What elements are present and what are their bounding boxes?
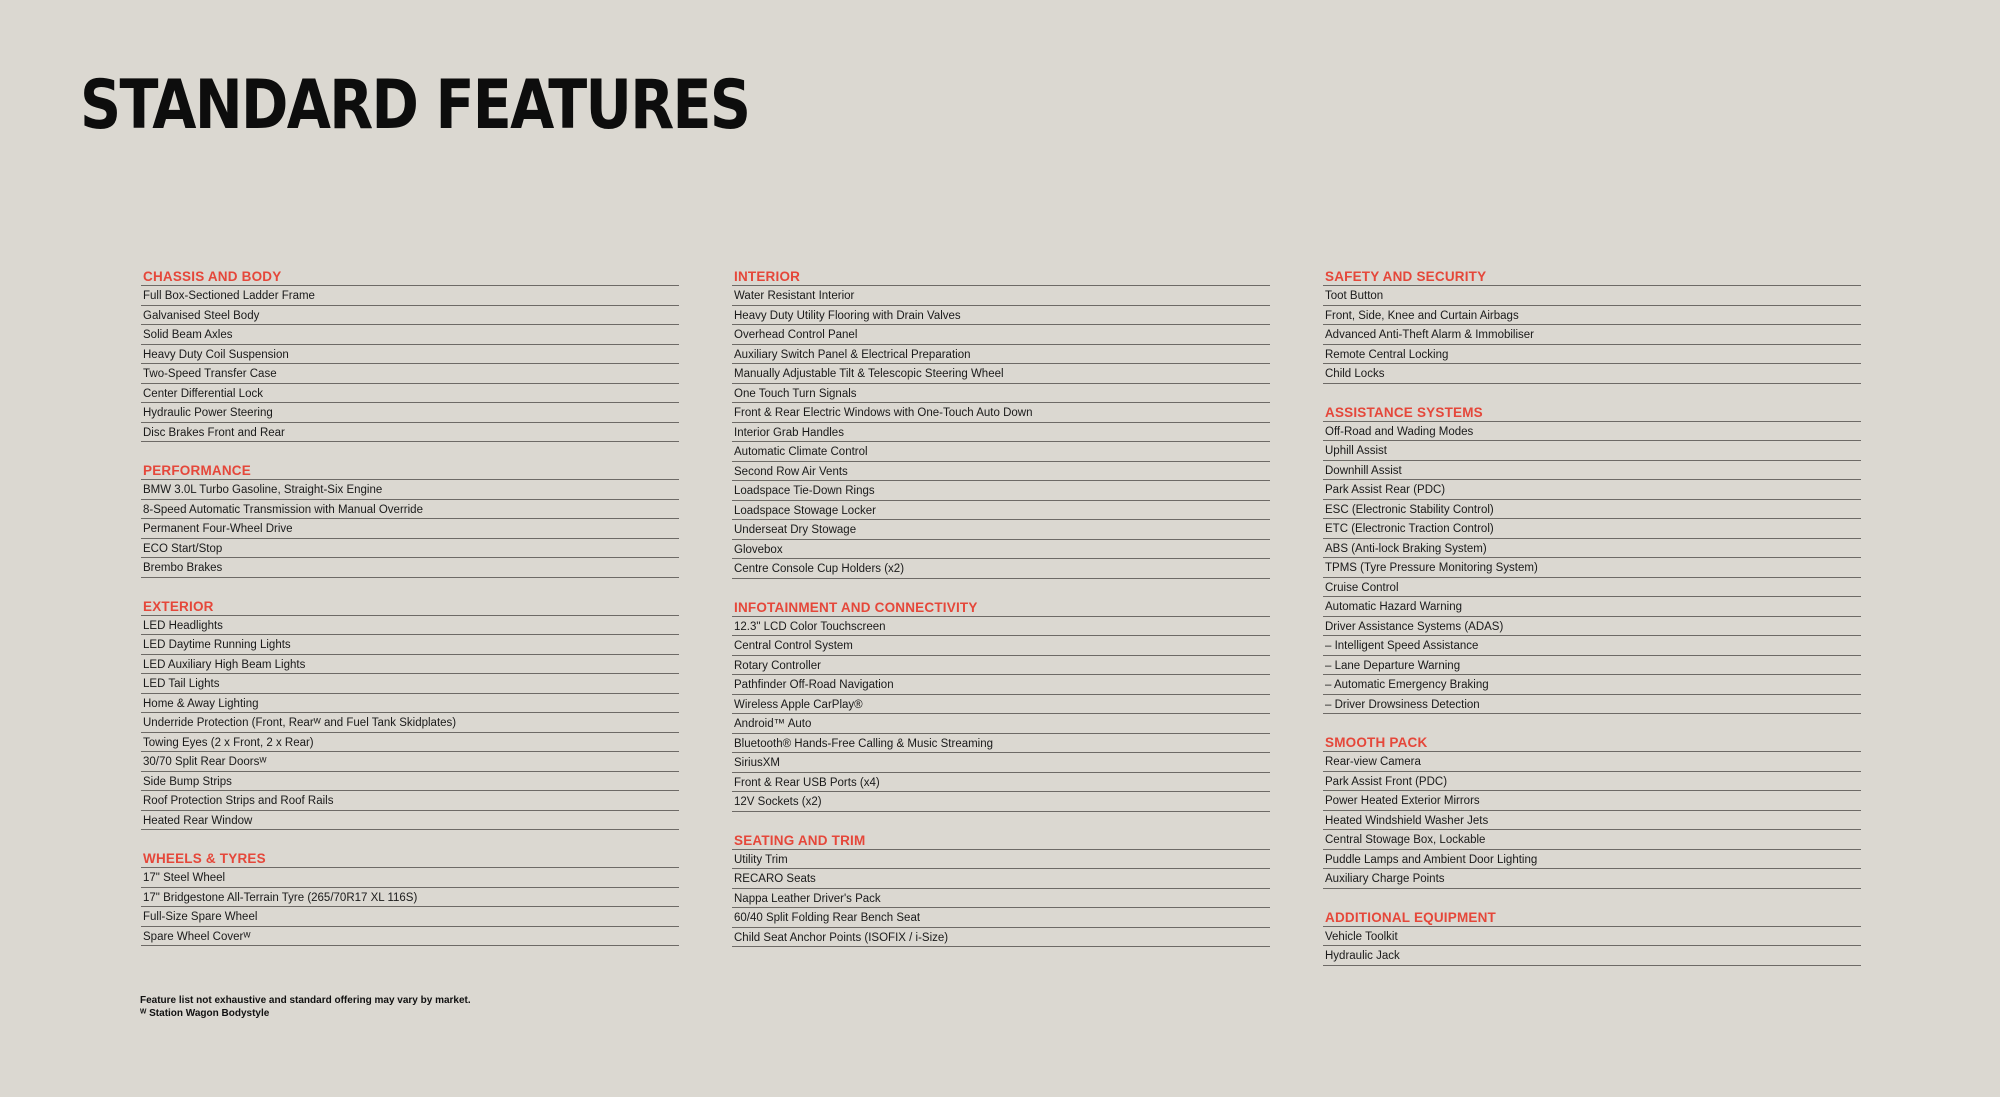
feature-item: Water Resistant Interior: [732, 286, 1270, 306]
feature-item: 30/70 Split Rear Doorsᵂ: [141, 752, 679, 772]
feature-item: Loadspace Stowage Locker: [732, 501, 1270, 521]
feature-item: BMW 3.0L Turbo Gasoline, Straight-Six Engine: [141, 480, 679, 500]
feature-item: Heavy Duty Coil Suspension: [141, 345, 679, 365]
feature-item: RECARO Seats: [732, 869, 1270, 889]
feature-item: Park Assist Rear (PDC): [1323, 480, 1861, 500]
feature-item: Spare Wheel Coverᵂ: [141, 927, 679, 947]
page-title: STANDARD FEATURES: [80, 66, 750, 145]
feature-item: Underride Protection (Front, Rearᵂ and Fuel Tank Skidplates): [141, 713, 679, 733]
feature-item: ESC (Electronic Stability Control): [1323, 500, 1861, 520]
feature-item: Front & Rear USB Ports (x4): [732, 773, 1270, 793]
feature-section: [1323, 403, 1861, 715]
feature-item: 8-Speed Automatic Transmission with Manual Override: [141, 500, 679, 520]
feature-item: Glovebox: [732, 540, 1270, 560]
feature-item: LED Daytime Running Lights: [141, 635, 679, 655]
feature-item: Child Seat Anchor Points (ISOFIX / i-Size): [732, 928, 1270, 948]
feature-item: 17" Steel Wheel: [141, 868, 679, 888]
feature-item: 12V Sockets (x2): [732, 792, 1270, 812]
feature-item: Central Stowage Box, Lockable: [1323, 830, 1861, 850]
feature-item: Auxiliary Charge Points: [1323, 869, 1861, 889]
feature-item: ECO Start/Stop: [141, 539, 679, 559]
feature-item: Second Row Air Vents: [732, 462, 1270, 482]
feature-section: [732, 267, 1270, 579]
feature-item: Front & Rear Electric Windows with One-Touch Auto Down: [732, 403, 1270, 423]
feature-item: LED Tail Lights: [141, 674, 679, 694]
feature-item: Utility Trim: [732, 850, 1270, 870]
feature-item: Power Heated Exterior Mirrors: [1323, 791, 1861, 811]
feature-item: Towing Eyes (2 x Front, 2 x Rear): [141, 733, 679, 753]
feature-item: Galvanised Steel Body: [141, 306, 679, 326]
feature-item: Disc Brakes Front and Rear: [141, 423, 679, 443]
feature-item: Interior Grab Handles: [732, 423, 1270, 443]
features-column-3: [1323, 267, 1861, 985]
feature-item: Off-Road and Wading Modes: [1323, 422, 1861, 442]
feature-item: Heated Rear Window: [141, 811, 679, 831]
feature-item: ABS (Anti-lock Braking System): [1323, 539, 1861, 559]
section-heading: SEATING AND TRIM: [732, 831, 1270, 850]
section-heading: WHEELS & TYRES: [141, 849, 679, 868]
section-heading: INTERIOR: [732, 267, 1270, 286]
feature-item: Hydraulic Power Steering: [141, 403, 679, 423]
feature-section: [732, 598, 1270, 812]
section-heading: ASSISTANCE SYSTEMS: [1323, 403, 1861, 422]
feature-item: – Driver Drowsiness Detection: [1323, 695, 1861, 715]
feature-item: Manually Adjustable Tilt & Telescopic Steering Wheel: [732, 364, 1270, 384]
feature-section: [1323, 733, 1861, 889]
feature-item: Rotary Controller: [732, 656, 1270, 676]
feature-item: Remote Central Locking: [1323, 345, 1861, 365]
footnote: [140, 994, 471, 1020]
feature-item: Overhead Control Panel: [732, 325, 1270, 345]
feature-item: – Lane Departure Warning: [1323, 656, 1861, 676]
feature-item: Front, Side, Knee and Curtain Airbags: [1323, 306, 1861, 326]
section-heading: CHASSIS AND BODY: [141, 267, 679, 286]
feature-item: One Touch Turn Signals: [732, 384, 1270, 404]
feature-item: Home & Away Lighting: [141, 694, 679, 714]
feature-item: Cruise Control: [1323, 578, 1861, 598]
feature-item: Advanced Anti-Theft Alarm & Immobiliser: [1323, 325, 1861, 345]
feature-item: Heated Windshield Washer Jets: [1323, 811, 1861, 831]
feature-section: [732, 831, 1270, 948]
feature-item: – Automatic Emergency Braking: [1323, 675, 1861, 695]
feature-item: Vehicle Toolkit: [1323, 927, 1861, 947]
feature-item: Loadspace Tie-Down Rings: [732, 481, 1270, 501]
feature-item: Child Locks: [1323, 364, 1861, 384]
feature-item: ETC (Electronic Traction Control): [1323, 519, 1861, 539]
footnote-bodystyle-note: ᵂ Station Wagon Bodystyle: [140, 1008, 270, 1019]
feature-item: Bluetooth® Hands-Free Calling & Music Streaming: [732, 734, 1270, 754]
feature-item: Hydraulic Jack: [1323, 946, 1861, 966]
feature-item: Full-Size Spare Wheel: [141, 907, 679, 927]
feature-item: Centre Console Cup Holders (x2): [732, 559, 1270, 579]
feature-section: [1323, 908, 1861, 966]
feature-section: [141, 849, 679, 946]
feature-section: [1323, 267, 1861, 384]
section-heading: ADDITIONAL EQUIPMENT: [1323, 908, 1861, 927]
feature-item: – Intelligent Speed Assistance: [1323, 636, 1861, 656]
feature-item: Uphill Assist: [1323, 441, 1861, 461]
feature-item: Side Bump Strips: [141, 772, 679, 792]
feature-item: Wireless Apple CarPlay®: [732, 695, 1270, 715]
feature-item: Nappa Leather Driver's Pack: [732, 889, 1270, 909]
features-column-2: [732, 267, 1270, 966]
feature-item: TPMS (Tyre Pressure Monitoring System): [1323, 558, 1861, 578]
feature-item: Full Box-Sectioned Ladder Frame: [141, 286, 679, 306]
feature-item: SiriusXM: [732, 753, 1270, 773]
feature-item: Downhill Assist: [1323, 461, 1861, 481]
feature-item: Heavy Duty Utility Flooring with Drain Valves: [732, 306, 1270, 326]
section-heading: EXTERIOR: [141, 597, 679, 616]
feature-section: [141, 461, 679, 578]
feature-item: Toot Button: [1323, 286, 1861, 306]
section-heading: SAFETY AND SECURITY: [1323, 267, 1861, 286]
feature-section: [141, 267, 679, 442]
feature-item: Pathfinder Off-Road Navigation: [732, 675, 1270, 695]
features-column-1: [141, 267, 679, 965]
feature-item: LED Headlights: [141, 616, 679, 636]
feature-item: Puddle Lamps and Ambient Door Lighting: [1323, 850, 1861, 870]
feature-item: Automatic Climate Control: [732, 442, 1270, 462]
section-heading: PERFORMANCE: [141, 461, 679, 480]
feature-item: Brembo Brakes: [141, 558, 679, 578]
section-heading: INFOTAINMENT AND CONNECTIVITY: [732, 598, 1270, 617]
feature-item: Driver Assistance Systems (ADAS): [1323, 617, 1861, 637]
feature-item: 12.3" LCD Color Touchscreen: [732, 617, 1270, 637]
feature-item: Permanent Four-Wheel Drive: [141, 519, 679, 539]
feature-item: Central Control System: [732, 636, 1270, 656]
footnote-disclaimer: Feature list not exhaustive and standard offering may vary by market.: [140, 995, 471, 1006]
feature-item: Two-Speed Transfer Case: [141, 364, 679, 384]
feature-item: 17" Bridgestone All-Terrain Tyre (265/70R17 XL 116S): [141, 888, 679, 908]
feature-section: [141, 597, 679, 831]
feature-item: Rear-view Camera: [1323, 752, 1861, 772]
feature-item: LED Auxiliary High Beam Lights: [141, 655, 679, 675]
feature-item: Park Assist Front (PDC): [1323, 772, 1861, 792]
feature-item: Roof Protection Strips and Roof Rails: [141, 791, 679, 811]
feature-item: Automatic Hazard Warning: [1323, 597, 1861, 617]
feature-item: Solid Beam Axles: [141, 325, 679, 345]
feature-item: Auxiliary Switch Panel & Electrical Preparation: [732, 345, 1270, 365]
feature-item: Underseat Dry Stowage: [732, 520, 1270, 540]
feature-item: Center Differential Lock: [141, 384, 679, 404]
section-heading: SMOOTH PACK: [1323, 733, 1861, 752]
feature-item: 60/40 Split Folding Rear Bench Seat: [732, 908, 1270, 928]
feature-item: Android™ Auto: [732, 714, 1270, 734]
